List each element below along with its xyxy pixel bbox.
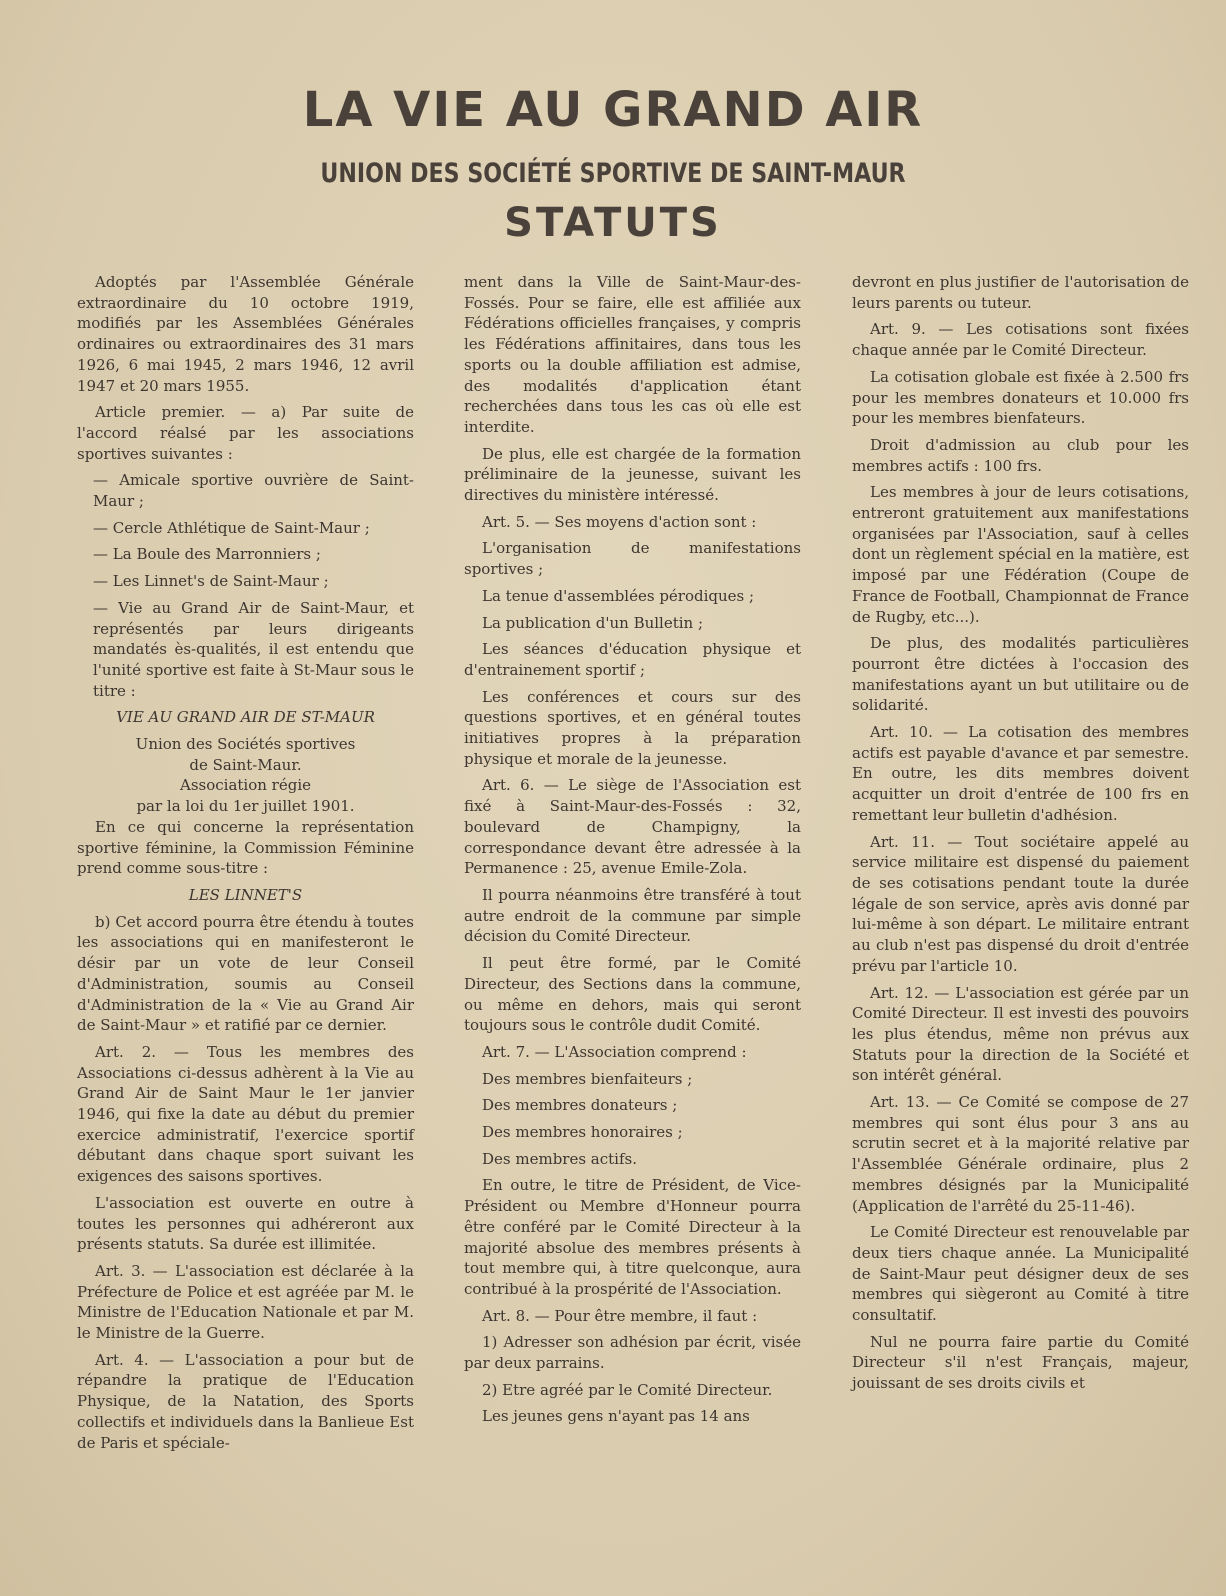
list-item: La tenue d'assemblées pérodiques ; <box>482 586 755 605</box>
text-column-2 <box>464 272 801 1433</box>
paragraph: Art. 6. — Le siège de l'Association est fixé à Saint-Maur-des-Fossés : 32, boulevard de Champigny, la correspondance devant être adressée à la Permanence : 25, avenue Emile-Zola. <box>464 776 801 878</box>
paragraph: Art. 10. — La cotisation des membres actifs est payable d'avance et par semestre. En outre, les dits membres doivent acquitter un droit d'entrée de 100 frs en remettant leur bulletin d'adhésion. <box>852 723 1189 824</box>
subtitle-linnets: LES LINNET'S <box>188 885 303 904</box>
list-item: Des membres honoraires ; <box>482 1123 683 1142</box>
paragraph: Il peut être formé, par le Comité Directeur, des Sections dans la commune, ou même en dehors, mais qui seront toujours sous le contrôle dudit Comité. <box>464 954 801 1035</box>
list-item: — Amicale sportive ouvrière de Saint-Maur ; <box>93 471 414 511</box>
paragraph: Il pourra néanmoins être transféré à tout autre endroit de la commune par simple décision du Comité Directeur. <box>464 885 801 946</box>
list-item: Les séances d'éducation physique et d'entrainement sportif ; <box>464 640 801 679</box>
paragraph: En outre, le titre de Président, de Vice-Président ou Membre d'Honneur pourra être conféré par le Comité Directeur à la majorité absolue des membres présents à tout membre qui, à titre quelconque, aura contribué à la prospérité de l'Association. <box>464 1176 801 1298</box>
list-item: L'organisation de manifestations sportives ; <box>464 539 801 579</box>
list-item: — Vie au Grand Air de Saint-Maur, et représentés par leurs dirigeants mandatés ès-qualités, il est entendu que l'unité sportive est faite à St-Maur sous le titre : <box>93 598 414 700</box>
paragraph: Les membres à jour de leurs cotisations, entreront gratuitement aux manifestations organisées par l'Association, sauf à celles dont un règlement spécial en la matière, est imposé par une Fédération (Coupe de France de Football, Championnat de France de Rugby, etc...). <box>852 483 1189 626</box>
paragraph: Droit d'admission au club pour les membres actifs : 100 frs. <box>852 435 1189 475</box>
paragraph: Le Comité Directeur est renouvelable par deux tiers chaque année. La Municipalité de Saint-Maur peut désigner deux de ses membres qui siègeront au Comité à titre consultatif. <box>852 1223 1189 1325</box>
paragraph: Art. 8. — Pour être membre, il faut : <box>482 1306 758 1325</box>
paragraph: Nul ne pourra faire partie du Comité Directeur s'il n'est Français, majeur, jouissant de ses droits civils et <box>852 1332 1189 1393</box>
paragraph: Art. 12. — L'association est gérée par un Comité Directeur. Il est investi des pouvoirs les plus étendus, même non prévus aux Statuts pour la direction de la Société et son intérêt général. <box>852 983 1189 1085</box>
paragraph: La cotisation globale est fixée à 2.500 frs pour les membres donateurs et 10.000 frs pour les membres bienfateurs. <box>852 367 1189 428</box>
page-title: LA VIE AU GRAND AIR <box>302 82 924 138</box>
paragraph: b) Cet accord pourra être étendu à toutes les associations qui en manifesteront le désir par un vote de leur Conseil d'Administration, soumis au Conseil d'Administration de la « Vie au Grand Air de Saint-Maur » et ratifié par ce dernier. <box>77 912 414 1035</box>
centered-line: Association régie <box>179 776 311 795</box>
paragraph: Art. 9. — Les cotisations sont fixées chaque année par le Comité Directeur. <box>852 320 1189 360</box>
paragraph: De plus, elle est chargée de la formation préliminaire de la jeunesse, suivant les directives du ministère intéressé. <box>464 444 801 505</box>
paragraph: 1) Adresser son adhésion par écrit, visée par deux parrains. <box>464 1333 801 1373</box>
paragraph: Art. 11. — Tout sociétaire appelé au service militaire est dispensé du paiement de ses cotisations pendant toute la durée légale de son service, après avis donné par lui-même à son départ. Le militaire entrant au club n'est pas dispensé du droit d'entrée prévu par l'article 10. <box>852 832 1189 975</box>
paragraph: Art. 5. — Ses moyens d'action sont : <box>482 512 757 531</box>
text-column-3 <box>852 272 1189 1400</box>
centered-line: de Saint-Maur. <box>189 755 302 774</box>
paragraph: En ce qui concerne la représentation sportive féminine, la Commission Féminine prend comme sous-titre : <box>77 817 414 878</box>
paragraph: ment dans la Ville de Saint-Maur-des-Fossés. Pour se faire, elle est affiliée aux Fédérations officielles françaises, y compris les Fédérations affinitaires, dans tous les sports ou la double affiliation est admise, des modalités d'application étant recherchées dans tous les cas où elle est interdite. <box>464 273 801 436</box>
association-title: VIE AU GRAND AIR DE ST-MAUR <box>116 708 375 727</box>
centered-line: par la loi du 1er juillet 1901. <box>136 797 355 816</box>
list-item: — Cercle Athlétique de Saint-Maur ; <box>93 518 370 537</box>
text-column-1 <box>77 272 414 1459</box>
list-item: — La Boule des Marronniers ; <box>93 545 321 564</box>
paragraph: Adoptés par l'Assemblée Générale extraordinaire du 10 octobre 1919, modifiés par les Assemblées Générales ordinaires ou extraordinaires des 31 mars 1926, 6 mai 1945, 2 mars 1946, 12 avril 1947 et 20 mars 1955. <box>77 273 414 395</box>
paragraph: Art. 3. — L'association est déclarée à la Préfecture de Police et est agréée par M. le Ministre de l'Education Nationale et par M. le Ministre de la Guerre. <box>77 1261 414 1343</box>
paragraph: Art. 13. — Ce Comité se compose de 27 membres qui sont élus pour 3 ans au scrutin secret et à la majorité relative par l'Assemblée Générale ordinaire, plus 2 membres désignés par la Municipalité (Application de l'arrêté du 25-11-46). <box>852 1093 1189 1215</box>
paragraph: Les jeunes gens n'ayant pas 14 ans <box>482 1407 750 1426</box>
paragraph: devront en plus justifier de l'autorisation de leurs parents ou tuteur. <box>852 273 1189 312</box>
paragraph: 2) Etre agréé par le Comité Directeur. <box>482 1380 773 1399</box>
paragraph: De plus, des modalités particulières pourront être dictées à l'occasion des manifestations ayant un but utilitaire ou de solidarité. <box>852 634 1189 715</box>
page-subtitle: UNION DES SOCIÉTÉ SPORTIVE DE SAINT-MAUR <box>320 158 906 189</box>
list-item: Des membres actifs. <box>482 1149 637 1168</box>
list-item: La publication d'un Bulletin ; <box>482 613 704 632</box>
list-item: Des membres bienfaiteurs ; <box>482 1069 693 1088</box>
paragraph: Art. 2. — Tous les membres des Associations ci-dessus adhèrent à la Vie au Grand Air de Saint Maur le 1er janvier 1946, qui fixe la date au début du premier exercice administratif, l'exercice sportif débutant dans chaque sport suivant les exigences des saisons sportives. <box>77 1042 414 1186</box>
paragraph: Art. 4. — L'association a pour but de répandre la pratique de l'Education Physique, de la Natation, des Sports collectifs et individuels dans la Banlieue Est de Paris et spéciale- <box>77 1350 414 1452</box>
list-item: Des membres donateurs ; <box>482 1096 678 1115</box>
paragraph: Art. 7. — L'Association comprend : <box>482 1042 747 1061</box>
paragraph: L'association est ouverte en outre à toutes les personnes qui adhéreront aux présents statuts. Sa durée est illimitée. <box>77 1193 414 1254</box>
centered-line: Union des Sociétés sportives <box>135 735 356 754</box>
paragraph: Article premier. — a) Par suite de l'accord réalsé par les associations sportives suivantes : <box>77 403 414 463</box>
section-heading: STATUTS <box>504 200 722 246</box>
list-item: — Les Linnet's de Saint-Maur ; <box>93 572 329 591</box>
list-item: Les conférences et cours sur des questions sportives, et en général toutes initiatives propres à la préparation physique et morale de la jeunesse. <box>464 687 801 768</box>
